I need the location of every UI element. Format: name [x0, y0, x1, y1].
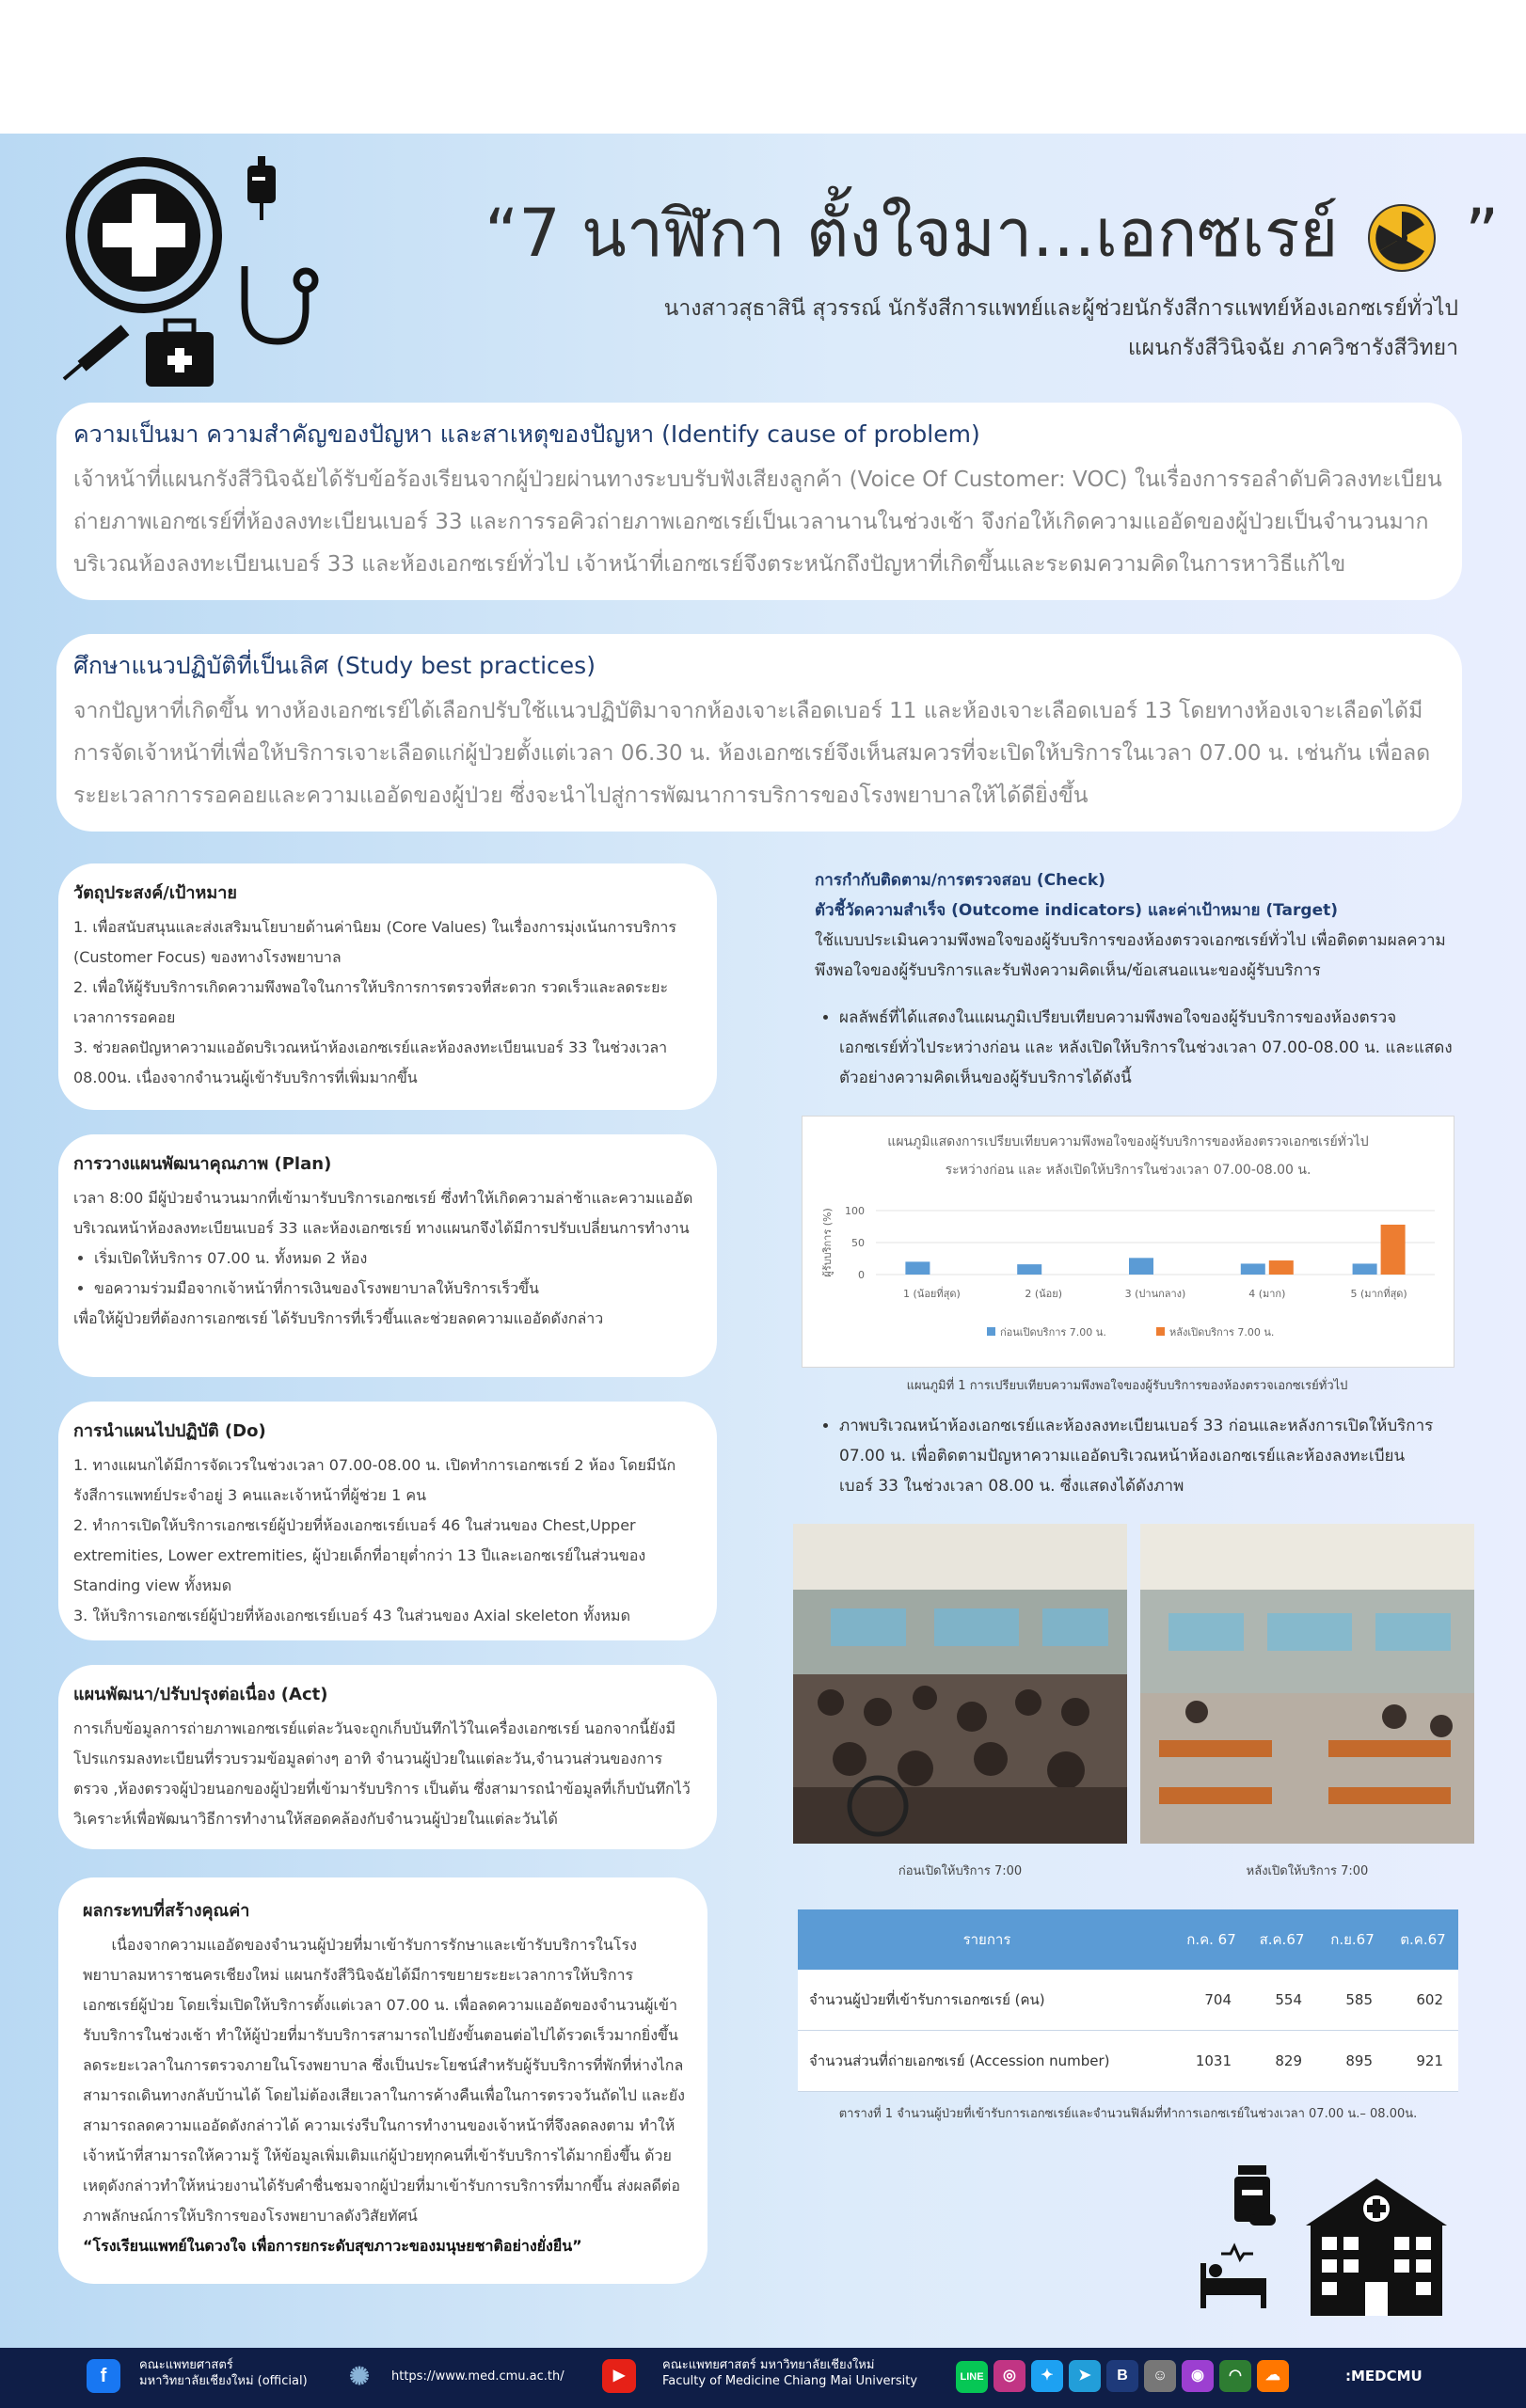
- facebook-line1: คณะแพทยศาสตร์: [139, 2358, 233, 2372]
- facebook-icon[interactable]: f: [87, 2359, 120, 2393]
- chart-bar: [1269, 1260, 1294, 1275]
- table-row: [798, 1970, 1458, 2031]
- chart-bar: [1353, 1263, 1377, 1275]
- instagram-icon[interactable]: ◎: [993, 2360, 1025, 2392]
- objective-item: 2. เพื่อให้ผู้รับบริการเกิดความพึงพอใจในการให้บริการการตรวจที่สะดวก รวดเร็วและลดระยะเวลาการรอคอย: [73, 978, 669, 1026]
- table-cell: 602: [1388, 1970, 1458, 2031]
- youtube-line2: Faculty of Medicine Chiang Mai University: [662, 2374, 918, 2388]
- act-card: [58, 1665, 717, 1849]
- website-link[interactable]: https://www.med.cmu.ac.th/: [391, 2369, 564, 2384]
- check-heading: การกำกับติดตาม/การตรวจสอบ (Check): [815, 871, 1105, 890]
- vision-quote: “โรงเรียนแพทย์ในดวงใจ เพื่อการยกระดับสุขภาวะของมนุษยชาติอย่างยั่งยืน”: [83, 2237, 582, 2255]
- table-header-cell: ส.ค.67: [1247, 1909, 1317, 1970]
- hospital-building-icon: [1306, 2178, 1447, 2316]
- hospital-icons-cluster: [1193, 2160, 1466, 2320]
- table-cell: 895: [1317, 2031, 1388, 2092]
- iv-bag-icon: [247, 156, 276, 220]
- table-cell: จำนวนส่วนที่ถ่ายเอกซเรย์ (Accession number): [798, 2031, 1176, 2092]
- photo-after-caption: หลังเปิดให้บริการ 7:00: [1246, 1864, 1369, 1878]
- act-heading: แผนพัฒนา/ปรับปรุงต่อเนื่อง (Act): [73, 1685, 328, 1704]
- photo-before: [793, 1524, 1127, 1844]
- chart-legend-swatch: [1156, 1327, 1165, 1336]
- plan-bullet: • เริ่มเปิดให้บริการ 07.00 น. ทั้งหมด 2 ห้อง: [94, 1244, 696, 1274]
- department-line: แผนกรังสีวินิจฉัย ภาควิชารังสีวิทยา: [1127, 336, 1458, 360]
- chart-legend-swatch: [987, 1327, 995, 1336]
- profile-icon[interactable]: ☺: [1144, 2360, 1176, 2392]
- do-item: 3. ให้บริการเอกซเรย์ผู้ป่วยที่ห้องเอกซเรย์เบอร์ 43 ในส่วนของ Axial skeleton ทั้งหมด: [73, 1607, 630, 1624]
- syringe-icon: [64, 325, 129, 379]
- author-line: นางสาวสุธาสินี สุวรรณ์ นักรังสีการแพทย์และผู้ช่วยนักรังสีการแพทย์ห้องเอกซเรย์ทั่วไป: [663, 296, 1458, 321]
- outcome-heading: ผลกระทบที่สร้างคุณค่า: [83, 1901, 250, 1921]
- chart-title: แผนภูมิแสดงการเปรียบเทียบความพึงพอใจของผู้รับบริการของห้องตรวจเอกซเรย์ทั่วไป: [887, 1134, 1369, 1149]
- objective-item: 3. ช่วยลดปัญหาความแออัดบริเวณหน้าห้องเอกซเรย์และห้องลงทะเบียนเบอร์ 33 ในช่วงเวลา 08.00น. เนื่องจากจำนวนผู้เข้ารับบริการที่เพิ่มมากขึ้น: [73, 1038, 668, 1086]
- chart-x-tick-label: 4 (มาก): [1248, 1288, 1286, 1300]
- social-icons: [956, 2360, 1295, 2393]
- medicine-bottle-icon: [1234, 2165, 1276, 2226]
- medical-icons-cluster: [56, 149, 320, 393]
- title-close-quote: ”: [1464, 195, 1500, 272]
- best-practice-heading: ศึกษาแนวปฏิบัติที่เป็นเลิศ (Study best practices): [73, 652, 596, 679]
- table-cell: 554: [1247, 1970, 1317, 2031]
- chart-bar: [1017, 1264, 1041, 1275]
- chart-y-tick-label: 0: [858, 1269, 865, 1281]
- photo-bullet: • ภาพบริเวณหน้าห้องเอกซเรย์และห้องลงทะเบียนเบอร์ 33 ก่อนและหลังการเปิดให้บริการ 07.00 น. เพื่อติดตามปัญหาความแออัดบริเวณหน้าห้องเอกซเรย์และห้องลงทะเบียนเบอร์ 33 ในช่วงเวลา 08.00 น. ซึ่งแสดงได้ดังภาพ: [839, 1411, 1436, 1501]
- hospital-bed-icon: [1200, 2246, 1266, 2308]
- outcome-card: [58, 1877, 707, 2284]
- check-subheading: ตัวชี้วัดความสำเร็จ (Outcome indicators) และค่าเป้าหมาย (Target): [815, 901, 1338, 920]
- chart-x-tick-label: 1 (น้อยที่สุด): [903, 1288, 961, 1300]
- stats-table: [798, 1909, 1458, 2092]
- do-heading: การนำแผนไปปฏิบัติ (Do): [73, 1421, 266, 1441]
- plan-bullet: • ขอความร่วมมือจากเจ้าหน้าที่การเงินของโรงพยาบาลให้บริการเร็วขึ้น: [94, 1274, 696, 1304]
- outcome-body: เนื่องจากความแออัดของจำนวนผู้ป่วยที่มาเข้ารับการรักษาและเข้ารับบริการในโรงพยาบาลมหาราชนครเชียงใหม่ แผนกรังสีวินิจฉัยได้มีการขยายระยะเวลาการให้บริการเอกซเรย์ผู้ป่วย โดยเริ่มเปิดให้บริการตั้งแต่เวลา 07.00 น. เพื่อลดความแออัดของจำนวนผู้เข้ารับบริการในช่วงเช้า ทำให้ผู้ป่วยที่มารับบริการสามารถไปยังขั้นตอนต่อไปได้รวดเร็วมากยิ่งขึ้น ลดระยะเวลาในการตรวจภายในโรงพยาบาล ซึ่งเป็นประโยชน์สำหรับผู้รับบริการที่พักที่ห่างไกล สามารถเดินทางกลับบ้านได้ โดยไม่ต้องเสียเวลาในการค้างคืนเพื่อในการตรวจวันถัดไป และยังสามารถลดความแออัดดังกล่าวได้ ความเร่งรีบในการทำงานของเจ้าหน้าที่จึงลดลงตาม ทำให้เจ้าหน้าที่สามารถให้ความรู้ ให้ข้อมูลเพิ่มเติมแก่ผู้ป่วยทุกคนที่เข้ารับบริการได้มากยิ่งขึ้น ด้วยเหตุดังกล่าวทำให้หน่วยงานได้รับคำชื่นชมจากผู้ป่วยที่มาเข้ารับการบริการที่มากขึ้น ส่งผลดีต่อภาพลักษณ์การให้บริการของโรงพยาบาลดังวิสัยทัศน์: [83, 1936, 689, 2225]
- table-cell: 1031: [1176, 2031, 1247, 2092]
- plan-intro: เวลา 8:00 มีผู้ป่วยจำนวนมากที่เข้ามารับบริการเอกซเรย์ ซึ่งทำให้เกิดความล่าช้าและความแออัดบริเวณหน้าห้องลงทะเบียนเบอร์ 33 และห้องเอกซเรย์ ทางแผนกจึงได้มีการปรับเปลี่ยนการทำงาน: [73, 1189, 693, 1237]
- check-section: [815, 865, 1454, 1093]
- youtube-icon[interactable]: ▶: [602, 2359, 636, 2393]
- table-header-cell: ก.ย.67: [1317, 1909, 1388, 1970]
- web-icon[interactable]: ✺: [349, 2362, 370, 2390]
- plan-outro: เพื่อให้ผู้ป่วยที่ต้องการเอกซเรย์ ได้รับบริการที่เร็วขึ้นและช่วยลดความแออัดดังกล่าว: [73, 1309, 604, 1327]
- facebook-link[interactable]: [139, 2357, 308, 2389]
- table-caption: ตารางที่ 1 จำนวนผู้ป่วยที่เข้ารับการเอกซเรย์และจำนวนฟิล์มที่ทำการเอกซเรย์ในช่วงเวลา 07.00 น.– 08.00น.: [838, 2107, 1418, 2121]
- photo-before-caption: ก่อนเปิดให้บริการ 7:00: [898, 1864, 1023, 1878]
- line-icon[interactable]: LINE: [956, 2361, 988, 2393]
- table-header-cell: ต.ค.67: [1388, 1909, 1458, 1970]
- chart-x-tick-label: 2 (น้อย): [1025, 1288, 1063, 1300]
- facebook-line2: มหาวิทยาลัยเชียงใหม่ (official): [139, 2374, 308, 2388]
- photo-note: [815, 1411, 1436, 1501]
- plan-card: [58, 1134, 717, 1377]
- chart-bar: [1381, 1225, 1406, 1275]
- chart-x-tick-label: 5 (มากที่สุด): [1350, 1288, 1407, 1300]
- table-cell: 585: [1317, 1970, 1388, 2031]
- poster-title: [485, 181, 1500, 285]
- do-item: 1. ทางแผนกได้มีการจัดเวรในช่วงเวลา 07.00-08.00 น. เปิดทำการเอกซเรย์ 2 ห้อง โดยมีนักรังสีการแพทย์ประจำอยู่ 3 คนและเจ้าหน้าที่ผู้ช่วย 1 คน: [73, 1456, 676, 1504]
- blockdit-icon[interactable]: B: [1106, 2360, 1138, 2392]
- chart-subtitle: ระหว่างก่อน และ หลังเปิดให้บริการในช่วงเวลา 07.00-08.00 น.: [945, 1163, 1311, 1178]
- first-aid-kit-icon: [146, 321, 214, 387]
- table-row: [798, 2031, 1458, 2092]
- table-cell: 704: [1176, 1970, 1247, 2031]
- chart-bar: [905, 1261, 930, 1275]
- chart-y-tick-label: 100: [845, 1205, 865, 1217]
- table-header-row: [798, 1909, 1458, 1970]
- chart-legend-label: หลังเปิดบริการ 7.00 น.: [1169, 1326, 1275, 1339]
- handle-text: :MEDCMU: [1345, 2368, 1423, 2384]
- background-heading: ความเป็นมา ความสำคัญของปัญหา และสาเหตุของปัญหา (Identify cause of problem): [73, 420, 980, 448]
- best-practice-body: จากปัญหาที่เกิดขึ้น ทางห้องเอกซเรย์ได้เลือกปรับใช้แนวปฏิบัติมาจากห้องเจาะเลือดเบอร์ 11 และห้องเจาะเลือดเบอร์ 13 โดยทางห้องเจาะเลือดได้มีการจัดเจ้าหน้าที่เพื่อให้บริการเจาะเลือดแก่ผู้ป่วยตั้งแต่เวลา 06.30 น. ห้องเอกซเรย์จึงเห็นสมควรที่จะเปิดให้บริการในเวลา 07.00 น. เช่นกัน เพื่อลดระยะเวลาการรอคอยและความแออัดของผู้ป่วย ซึ่งจะนำไปสู่การพัฒนาการบริการของโรงพยาบาลให้ได้ดียิ่งขึ้น: [73, 699, 1431, 808]
- table-header-cell: รายการ: [798, 1909, 1176, 1970]
- table-cell: 829: [1247, 2031, 1317, 2092]
- do-card: [58, 1402, 717, 1640]
- podcast-icon[interactable]: ◉: [1182, 2360, 1214, 2392]
- act-body: การเก็บข้อมูลการถ่ายภาพเอกซเรย์แต่ละวันจะถูกเก็บบันทึกไว้ในเครื่องเอกซเรย์ นอกจากนี้ยังมีโปรแกรมลงทะเบียนที่รวบรวมข้อมูลต่างๆ อาทิ จำนวนผู้ป่วยในแต่ละวัน,จำนวนส่วนของการตรวจ ,ห้องตรวจผู้ป่วยนอกของผู้ป่วยที่เข้ามารับบริการ เป็นต้น ซึ่งสามารถนำข้อมูลที่เก็บบันทึกไว้วิเคราะห์เพื่อพัฒนาวิธีการทำงานให้สอดคล้องกับจำนวนผู้ป่วยในแต่ละวันได้: [73, 1719, 691, 1828]
- signal-icon[interactable]: ◠: [1219, 2360, 1251, 2392]
- youtube-link[interactable]: [662, 2357, 917, 2389]
- chart-bar: [1241, 1263, 1265, 1275]
- photo-after: [1140, 1524, 1474, 1844]
- telegram-icon[interactable]: ➤: [1069, 2360, 1101, 2392]
- chart-plot: [803, 1117, 1454, 1367]
- chart-caption: แผนภูมิที่ 1 การเปรียบเทียบความพึงพอใจของผู้รับบริการของห้องตรวจเอกซเรย์ทั่วไป: [906, 1379, 1348, 1393]
- background-body: เจ้าหน้าที่แผนกรังสีวินิจฉัยได้รับข้อร้องเรียนจากผู้ป่วยผ่านทางระบบรับฟังเสียงลูกค้า (Voice Of Customer: VOC) ในเรื่องการรอลำดับคิวลงทะเบียนถ่ายภาพเอกซเรย์ที่ห้องลงทะเบียนเบอร์ 33 และการรอคิวถ่ายภาพเอกซเรย์เป็นเวลานานในช่วงเช้า จึงก่อให้เกิดความแออัดของผู้ป่วยเป็นจำนวนมากบริเวณห้องลงทะเบียนเบอร์ 33 และห้องเอกซเรย์ทั่วไป เจ้าหน้าที่เอกซเรย์จึงตระหนักถึงปัญหาที่เกิดขึ้นและระดมความคิดในการหาวิธีแก้ไข: [73, 467, 1442, 577]
- title-text: “7 นาฬิกา ตั้งใจมา...เอกซเรย์: [485, 195, 1339, 272]
- table-header-cell: ก.ค. 67: [1176, 1909, 1247, 1970]
- chart-x-tick-label: 3 (ปานกลาง): [1124, 1288, 1186, 1300]
- check-body: ใช้แบบประเมินความพึงพอใจของผู้รับบริการของห้องตรวจเอกซเรย์ทั่วไป เพื่อติดตามผลความพึงพอใจของผู้รับบริการและรับฟังความคิดเห็น/ข้อเสนอแนะของผู้รับบริการ: [815, 931, 1446, 980]
- twitter-icon[interactable]: ✦: [1031, 2360, 1063, 2392]
- objectives-heading: วัตถุประสงค์/เป้าหมาย: [73, 883, 237, 903]
- objectives-card: [58, 863, 717, 1110]
- do-item: 2. ทำการเปิดให้บริการเอกซเรย์ผู้ป่วยที่ห้องเอกซเรย์เบอร์ 46 ในส่วนของ Chest,Upper extremities, Lower extremities, ผู้ป่วยเด็กที่อายุต่ำกว่า 13 ปีและเอกซเรย์ในส่วนของ Standing view ทั้งหมด: [73, 1516, 646, 1594]
- stethoscope-icon: [245, 266, 315, 341]
- objective-item: 1. เพื่อสนับสนุนและส่งเสริมนโยบายด้านค่านิยม (Core Values) ในเรื่องการมุ่งเน้นการบริการ (Customer Focus) ของทางโรงพยาบาล: [73, 918, 676, 966]
- best-practice-card: [56, 634, 1462, 832]
- table-cell: จำนวนผู้ป่วยที่เข้ารับการเอกซเรย์ (คน): [798, 1970, 1176, 2031]
- background-card: [56, 403, 1462, 600]
- youtube-line1: คณะแพทยศาสตร์ มหาวิทยาลัยเชียงใหม่: [662, 2358, 875, 2372]
- soundcloud-icon[interactable]: ☁: [1257, 2360, 1289, 2392]
- check-bullet: • ผลลัพธ์ที่ได้แสดงในแผนภูมิเปรียบเทียบความพึงพอใจของผู้รับบริการของห้องตรวจเอกซเรย์ทั่วไประหว่างก่อน และ หลังเปิดให้บริการในช่วงเวลา 07.00-08.00 น. และแสดงตัวอย่างความคิดเห็นของผู้รับบริการได้ดังนี้: [839, 1003, 1454, 1093]
- radiation-icon: [1367, 203, 1437, 273]
- satisfaction-chart: [802, 1116, 1454, 1368]
- chart-bar: [1129, 1258, 1153, 1275]
- table-cell: 921: [1388, 2031, 1458, 2092]
- plan-heading: การวางแผนพัฒนาคุณภาพ (Plan): [73, 1154, 332, 1174]
- footer-bar: [0, 2348, 1526, 2408]
- chart-legend-label: ก่อนเปิดบริการ 7.00 น.: [1000, 1326, 1106, 1339]
- chart-y-tick-label: 50: [851, 1237, 865, 1249]
- chart-y-axis-label: ผู้รับบริการ (%): [821, 1208, 834, 1277]
